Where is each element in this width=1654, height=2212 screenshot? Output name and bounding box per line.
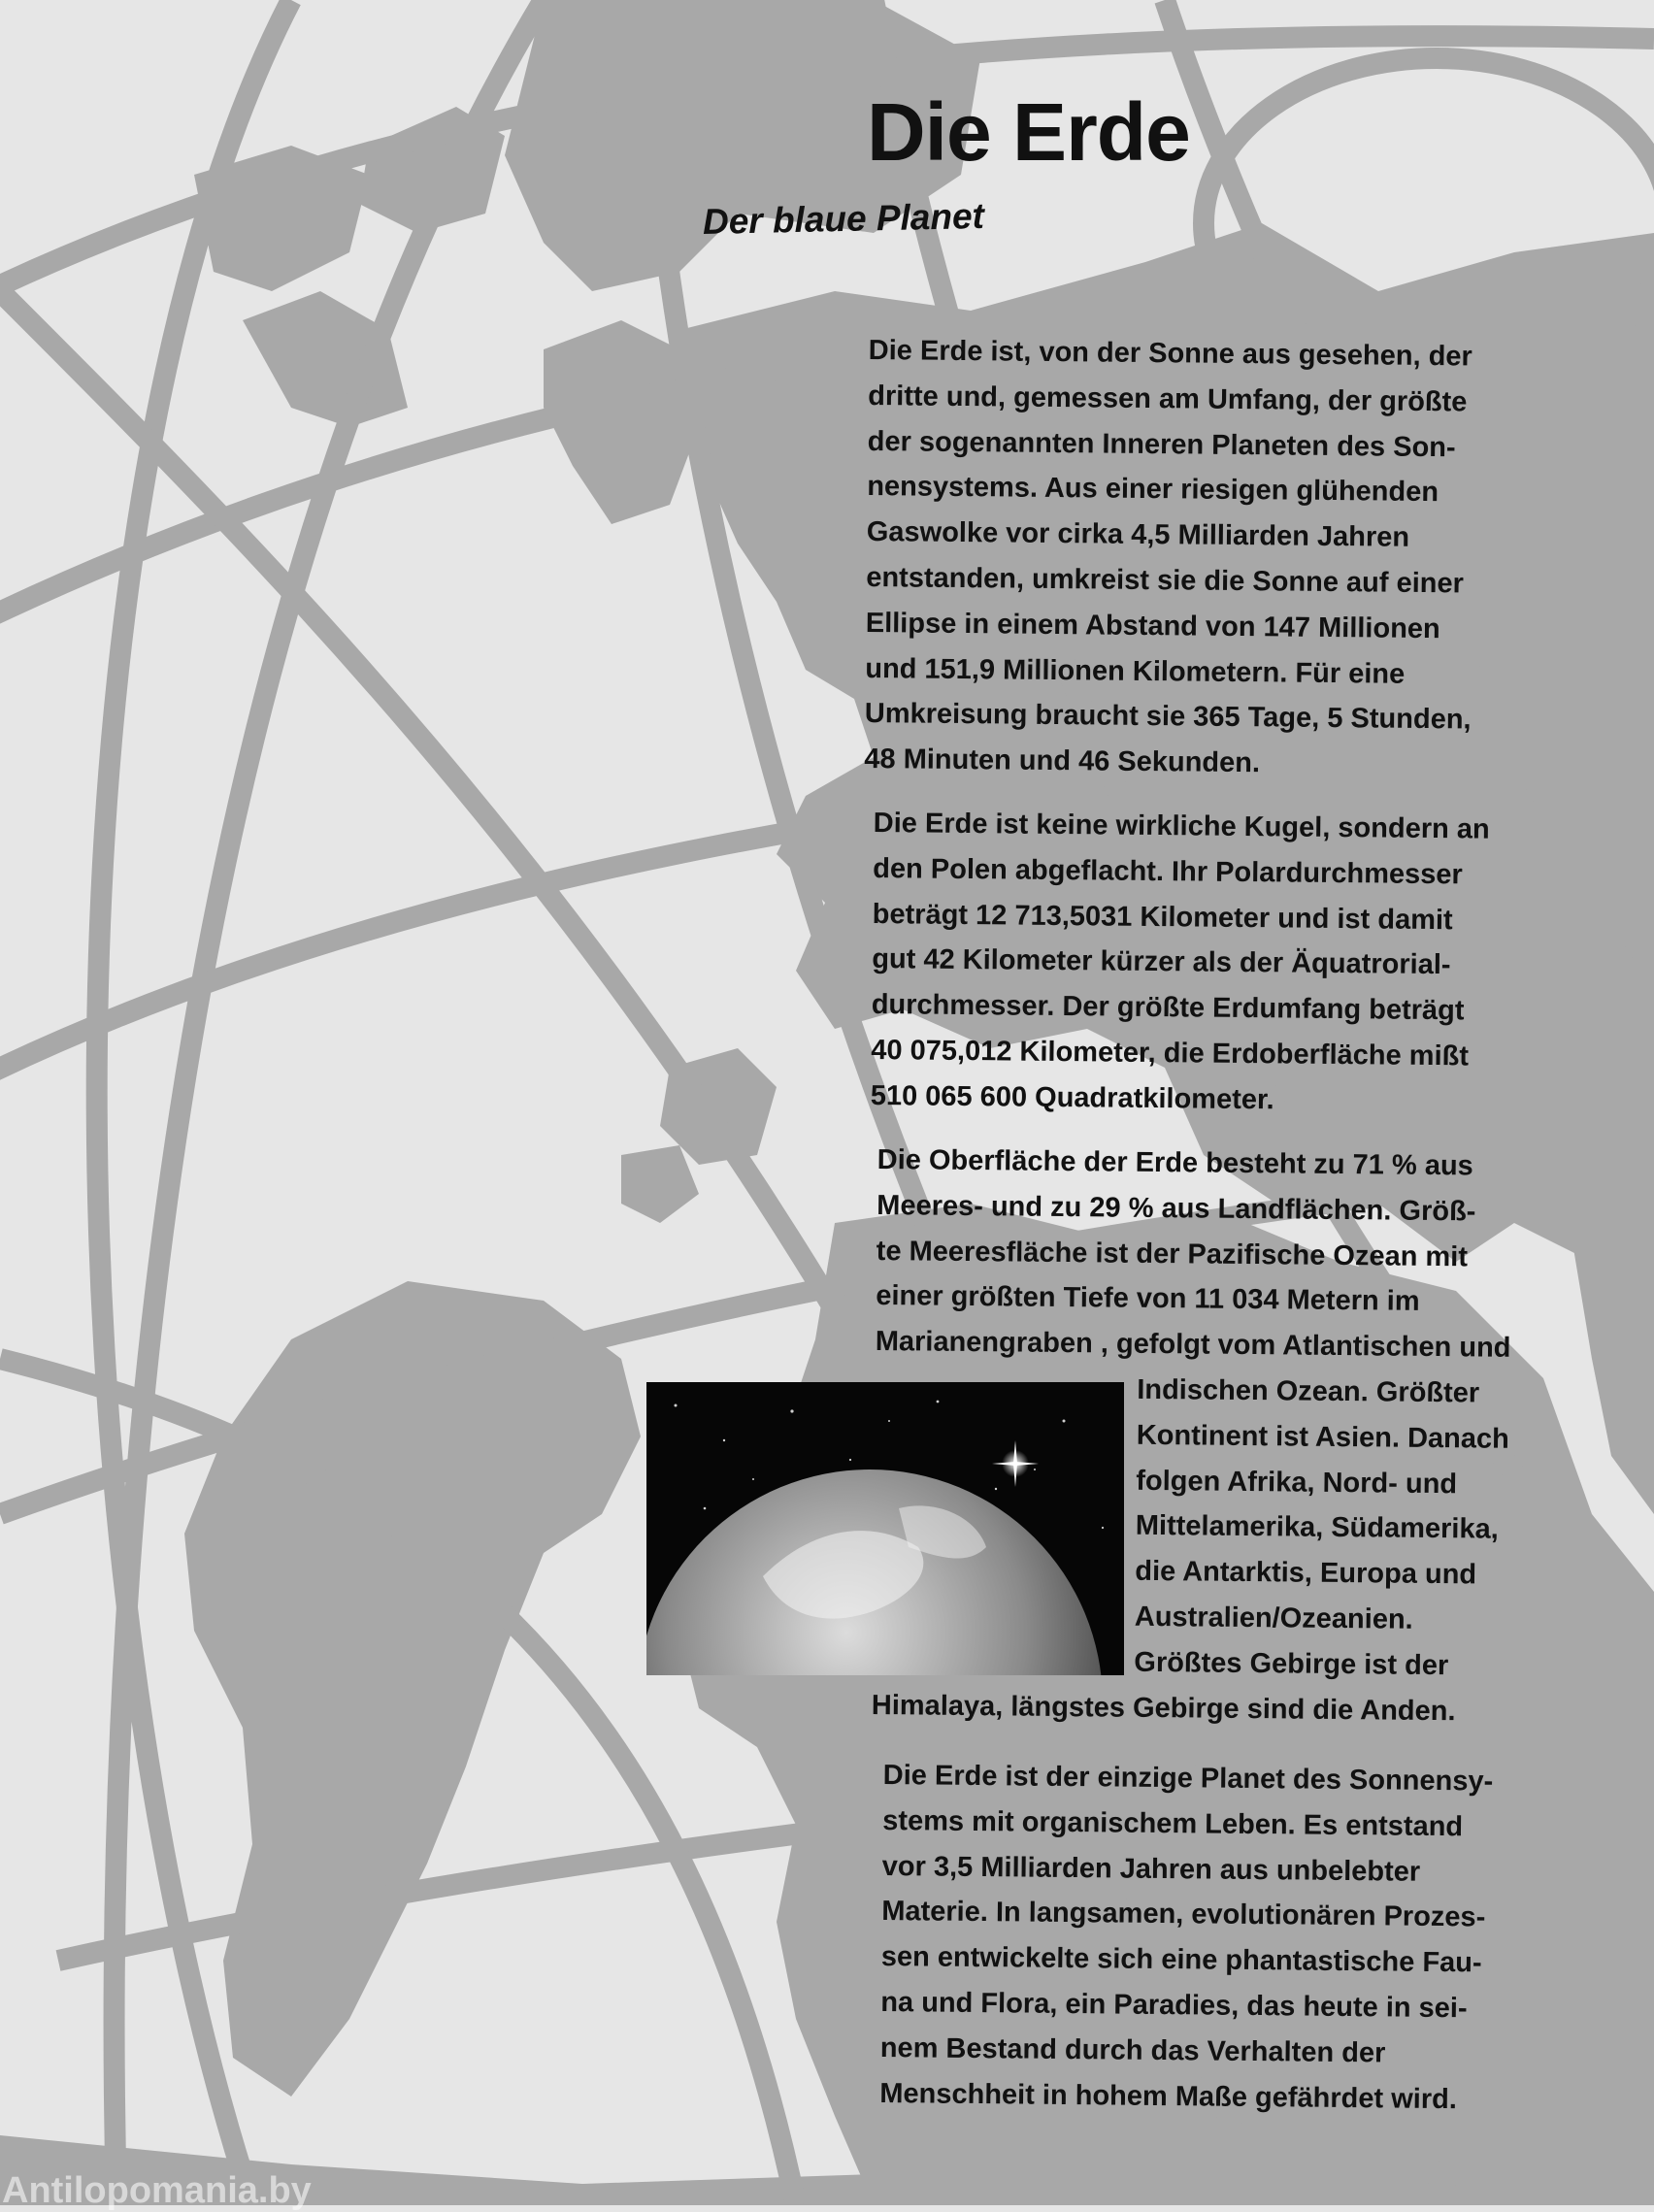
text-line: Die Erde ist keine wirkliche Kugel, sondern an [873,807,1490,845]
watermark-text: Antilopomania.by [2,2170,312,2211]
earth-image-icon [646,1382,1124,1675]
text-line: vor 3,5 Milliarden Jahren aus unbelebter [881,1850,1421,1888]
paragraph-4 [879,1753,1493,2123]
text-line: Umkreisung braucht sie 365 Tage, 5 Stunden, [864,698,1472,736]
text-line: durchmesser. Der größte Erdumfang beträgt [871,989,1465,1027]
text-line: dritte und, gemessen am Umfang, der größte [868,380,1468,418]
text-line: und 151,9 Millionen Kilometern. Für eine [865,652,1406,690]
text-line: gut 42 Kilometer kürzer als der Äquatrorial- [872,943,1451,981]
text-line: Meeres- und zu 29 % aus Landflächen. Größ- [877,1189,1476,1228]
text-line: Die Erde ist, von der Sonne aus gesehen, der [868,334,1472,373]
text-line: einer größten Tiefe von 11 034 Metern im [876,1280,1420,1318]
text-line: 40 075,012 Kilometer, die Erdoberfläche mißt [871,1034,1470,1073]
text-line: beträgt 12 713,5031 Kilometer und ist damit [872,898,1453,936]
text-line: 510 065 600 Quadratkilometer. [870,1079,1274,1116]
text-line: Materie. In langsamen, evolutionären Prozes- [881,1896,1486,1933]
text-line: Australien/Ozeanien. [1134,1601,1413,1635]
text-line: 48 Minuten und 46 Sekunden. [864,743,1261,779]
text-line: Gaswolke vor cirka 4,5 Milliarden Jahren [866,516,1410,554]
text-line: nem Bestand durch das Verhalten der [879,2031,1386,2069]
page-title: Die Erde [867,86,1190,178]
text-line: den Polen abgeflacht. Ihr Polardurchmesser [873,852,1463,891]
text-line: Mittelamerika, Südamerika, [1135,1510,1499,1546]
text-line: na und Flora, ein Paradies, das heute in sei- [880,1986,1468,2025]
text-line: Die Oberfläche der Erde besteht zu 71 % aus [877,1143,1473,1182]
text-line: sen entwickelte sich eine phantastische Fau- [880,1941,1482,1979]
paragraph-2 [871,801,1490,1125]
text-line: der sogenannten Inneren Planeten des Son- [867,425,1456,463]
text-line: Himalaya, längstes Gebirge sind die Anden. [871,1689,1456,1727]
paragraph-1 [864,328,1475,788]
earth-from-space-photo [646,1382,1124,1675]
text-line: te Meeresfläche ist der Pazifische Ozean mit [876,1235,1469,1272]
text-line: Kontinent ist Asien. Danach [1136,1419,1509,1455]
text-line: folgen Afrika, Nord- und [1136,1465,1458,1500]
text-line: Die Erde ist der einzige Planet des Sonnensy- [882,1759,1494,1798]
text-line: Größtes Gebirge ist der [1134,1646,1449,1681]
text-line: die Antarktis, Europa und [1135,1555,1477,1591]
text-line: Menschheit in hohem Maße gefährdet wird. [879,2077,1458,2115]
text-line: stems mit organischem Leben. Es entstand [882,1804,1464,1843]
page-subtitle: Der blaue Planet [702,195,985,242]
text-line: entstanden, umkreist sie die Sonne auf einer [866,561,1465,600]
text-line: Ellipse in einem Abstand von 147 Millionen [865,607,1440,644]
text-line: nensystems. Aus einer riesigen glühenden [867,471,1439,509]
text-line: Marianengraben , gefolgt vom Atlantischen und [875,1326,1511,1365]
text-line: Indischen Ozean. Größter [1137,1373,1480,1409]
